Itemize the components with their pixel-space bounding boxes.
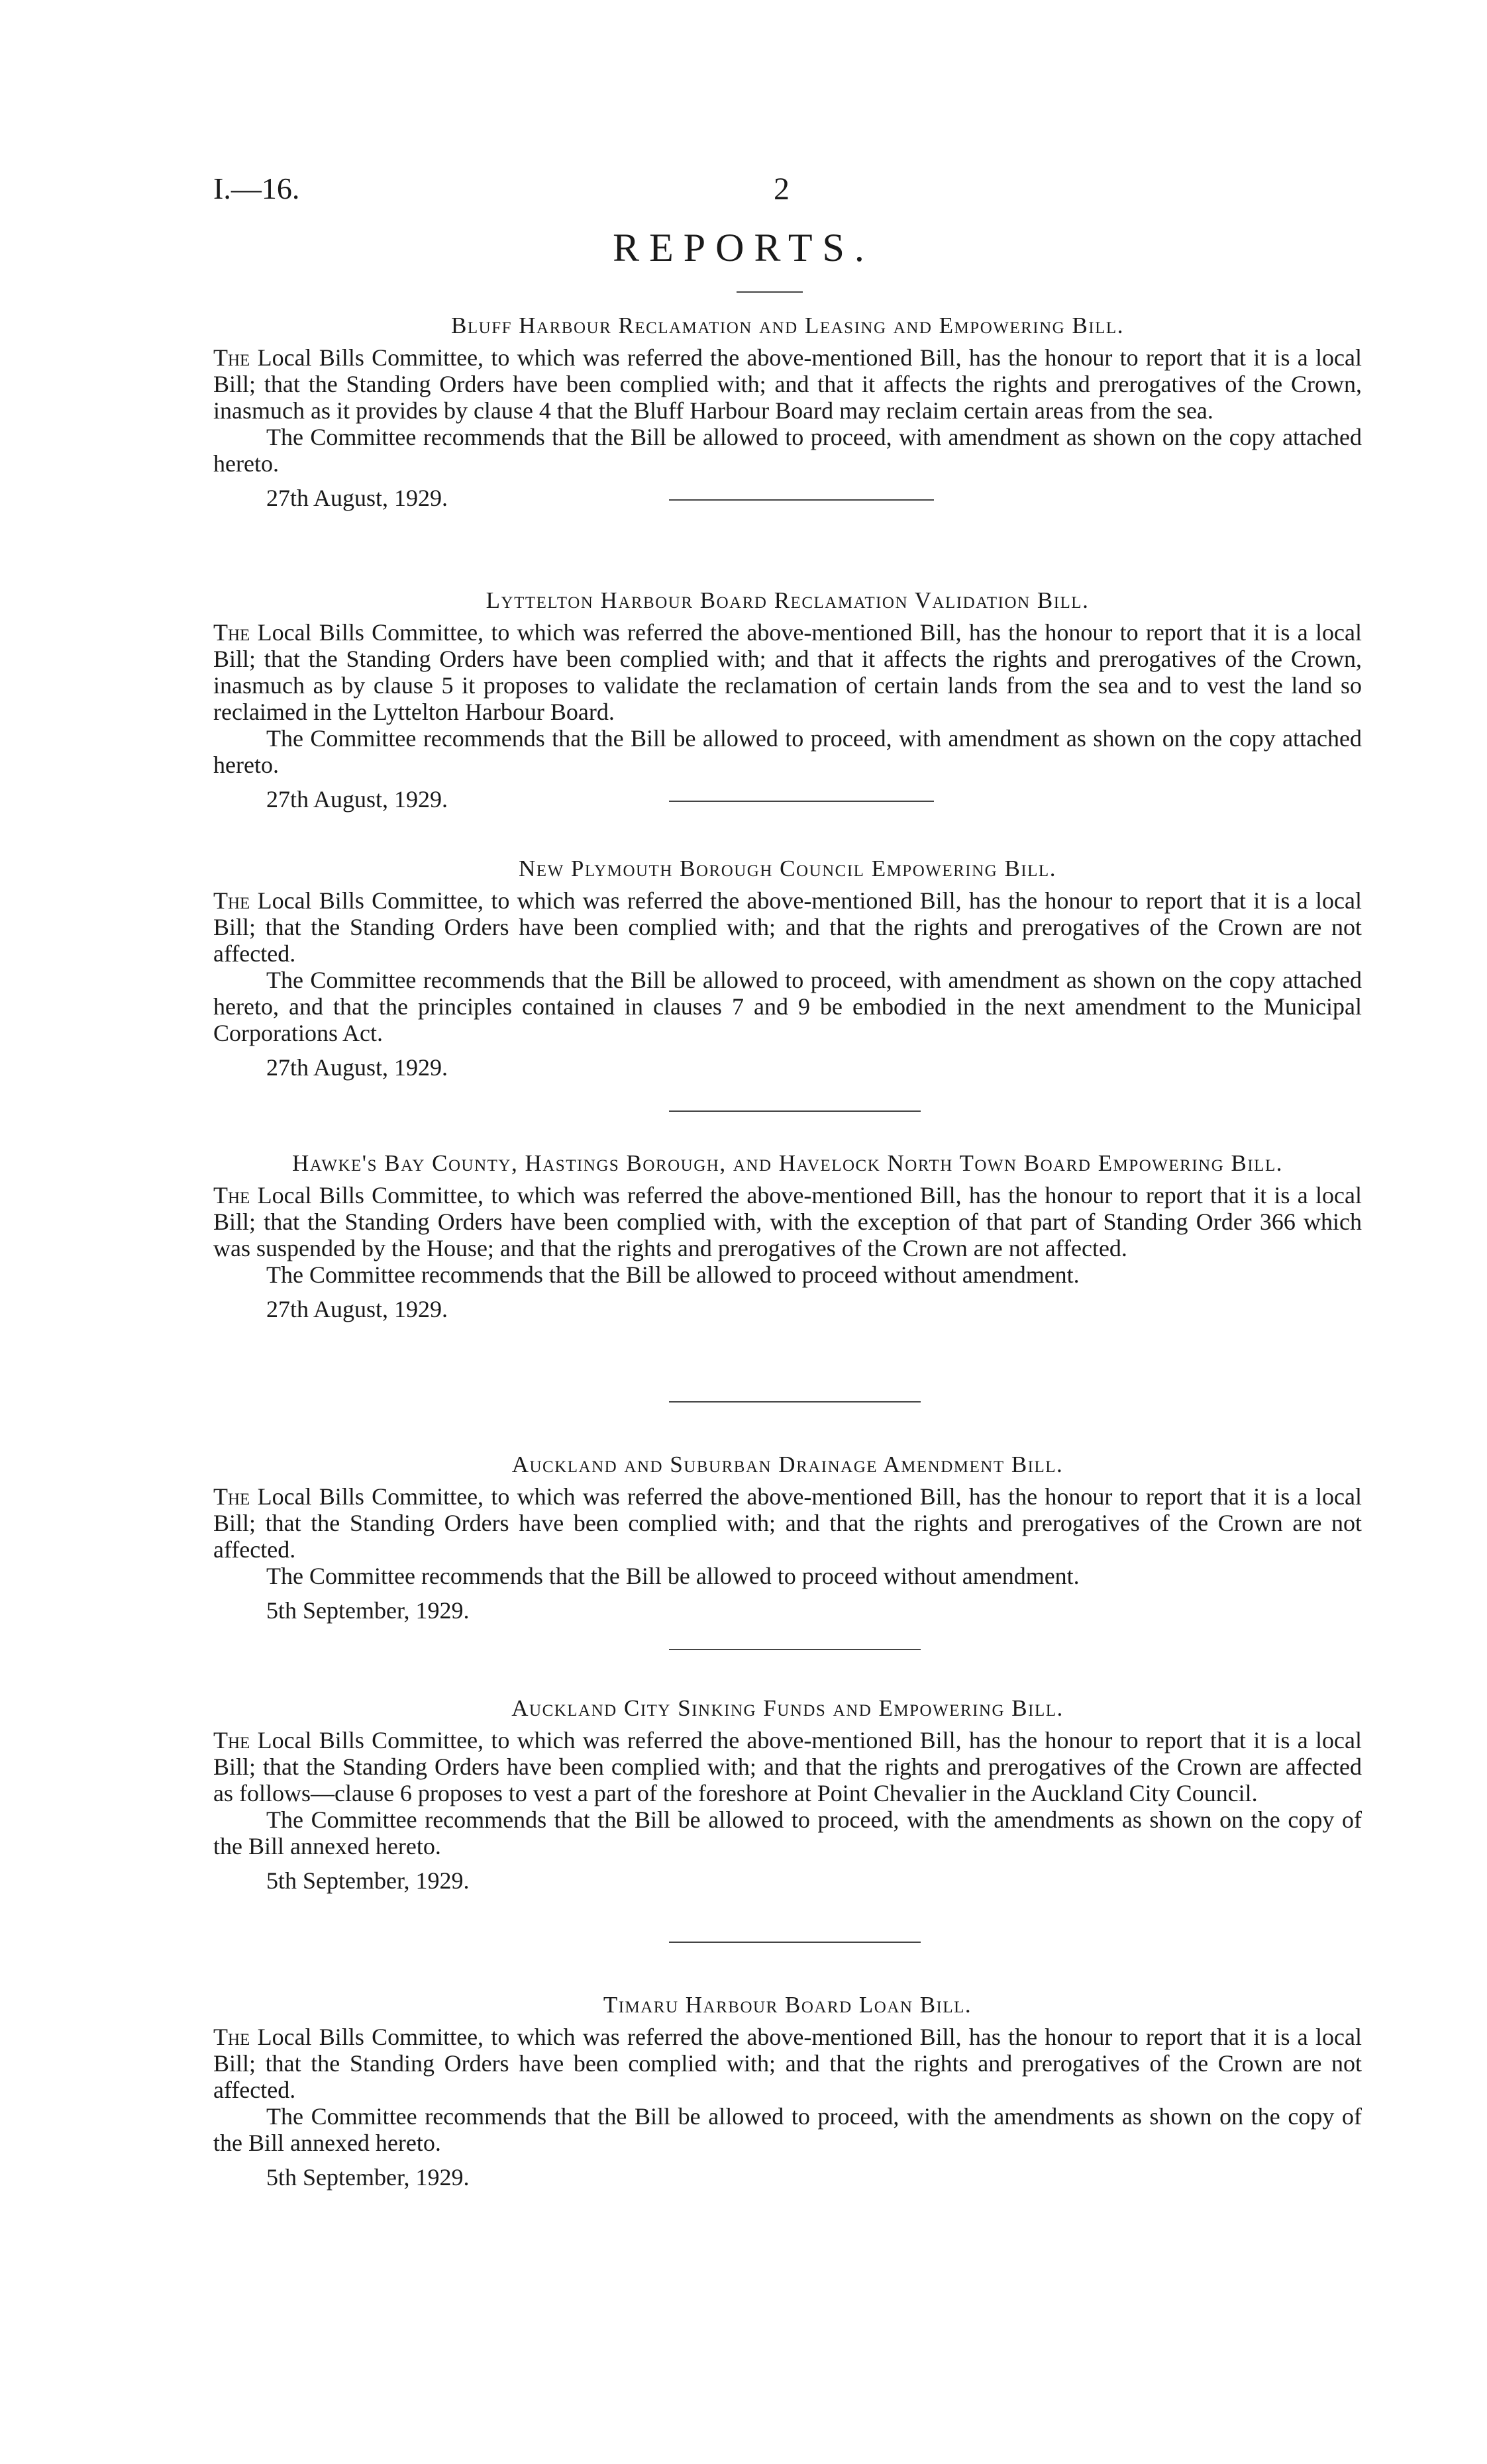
report-date: 27th August, 1929. [266,1296,448,1322]
report-recommendation: The Committee recommends that the Bill be allowed to proceed without amendment. [266,1563,1080,1589]
report-heading: Auckland City Sinking Funds and Empowering Bill. [511,1695,1064,1721]
report-body-text: Local Bills Committee, to which was referred the above-mentioned Bill, has the honour to report that it is a local Bill; that the Standing Orders have been complied with; and that the rights and prerogatives of the Crown are not affected. [213,2024,1362,2103]
report-heading: Timaru Harbour Board Loan Bill. [603,1992,972,2018]
report-lead: The [213,619,250,646]
section-divider [669,499,934,501]
report-timaru-harbour [213,1991,1362,2196]
page-title: REPORTS. [613,226,874,270]
report-auckland-city-sinking-funds [213,1694,1362,1899]
section-divider [669,1649,921,1650]
report-date: 27th August, 1929. [266,786,448,813]
report-heading: Bluff Harbour Reclamation and Leasing and Empowering Bill. [451,313,1124,338]
report-body-text: Local Bills Committee, to which was referred the above-mentioned Bill, has the honour to report that it is a local Bill; that the Standing Orders have been complied with, with the exception of that part of Standing Order 366 which was suspended by the House; and that the rights and prerogatives of the Crown are not affected. [213,1182,1362,1261]
report-date: 5th September, 1929. [266,1597,470,1624]
report-lead: The [213,887,250,914]
report-body [213,2024,1362,2103]
report-heading: Lyttelton Harbour Board Reclamation Validation Bill. [486,587,1090,613]
section-divider [669,801,934,802]
report-date: 5th September, 1929. [266,2164,470,2191]
section-divider [669,1942,921,1943]
report-body-text: Local Bills Committee, to which was referred the above-mentioned Bill, has the honour to report that it is a local Bill; that the Standing Orders have been complied with; and that the rights and prerogatives of the Crown are not affected. [213,887,1362,967]
report-recommendation: The Committee recommends that the Bill be allowed to proceed, with amendment as shown on the copy attached hereto. [213,725,1362,778]
report-lead: The [213,1727,250,1753]
report-body-text: Local Bills Committee, to which was referred the above-mentioned Bill, has the honour to report that it is a local Bill; that the Standing Orders have been complied with; and that the rights and prerogatives of the Crown are affected as follows—clause 6 proposes to vest a part of the foreshore at Point Chevalier in the Auckland City Council. [213,1727,1362,1806]
report-body [213,619,1362,725]
report-bluff-harbour [213,311,1362,517]
report-auckland-drainage [213,1450,1362,1629]
report-recommendation: The Committee recommends that the Bill be allowed to proceed, with amendment as shown on the copy attached hereto, and that the principles contained in clauses 7 and 9 be embodied in the next amendment to the Municipal Corporations Act. [213,967,1362,1046]
report-date: 27th August, 1929. [266,1054,448,1081]
report-recommendation: The Committee recommends that the Bill be allowed to proceed without amendment. [266,1261,1080,1288]
page-number: 2 [774,172,790,207]
report-date: 5th September, 1929. [266,1867,470,1894]
report-lead: The [213,1182,250,1208]
report-heading: Auckland and Suburban Drainage Amendment Bill. [511,1452,1064,1477]
title-rule [737,291,803,293]
report-body-text: Local Bills Committee, to which was referred the above-mentioned Bill, has the honour to report that it is a local Bill; that the Standing Orders have been complied with; and that it affects the rights and prerogatives of the Crown, inasmuch as it provides by clause 4 that the Bluff Harbour Board may reclaim certain areas from the sea. [213,344,1362,424]
report-lyttelton-harbour [213,586,1362,818]
report-new-plymouth [213,854,1362,1086]
report-body [213,344,1362,424]
report-lead: The [213,2024,250,2050]
report-recommendation: The Committee recommends that the Bill be allowed to proceed, with the amendments as shown on the copy of the Bill annexed hereto. [213,1806,1362,1859]
report-lead: The [213,344,250,371]
report-hawkes-bay [213,1149,1362,1328]
report-body-text: Local Bills Committee, to which was referred the above-mentioned Bill, has the honour to report that it is a local Bill; that the Standing Orders have been complied with; and that it affects the rights and prerogatives of the Crown, inasmuch as by clause 5 it proposes to validate the reclamation of certain lands from the sea and to vest the land so reclaimed in the Lyttelton Harbour Board. [213,619,1362,725]
report-recommendation: The Committee recommends that the Bill be allowed to proceed, with amendment as shown on the copy attached hereto. [213,424,1362,477]
report-date: 27th August, 1929. [266,485,448,511]
report-heading: New Plymouth Borough Council Empowering Bill. [519,856,1056,881]
section-divider [669,1401,921,1403]
report-body-text: Local Bills Committee, to which was referred the above-mentioned Bill, has the honour to report that it is a local Bill; that the Standing Orders have been complied with; and that the rights and prerogatives of the Crown are not affected. [213,1483,1362,1563]
report-heading: Hawke's Bay County, Hastings Borough, and Havelock North Town Board Empowering Bill. [292,1150,1283,1176]
report-body [213,887,1362,967]
report-body [213,1483,1362,1563]
report-body [213,1727,1362,1806]
report-body [213,1182,1362,1261]
report-recommendation: The Committee recommends that the Bill be allowed to proceed, with the amendments as shown on the copy of the Bill annexed hereto. [213,2103,1362,2156]
report-lead: The [213,1483,250,1510]
section-divider [669,1110,921,1112]
page-code: I.—16. [213,172,300,205]
